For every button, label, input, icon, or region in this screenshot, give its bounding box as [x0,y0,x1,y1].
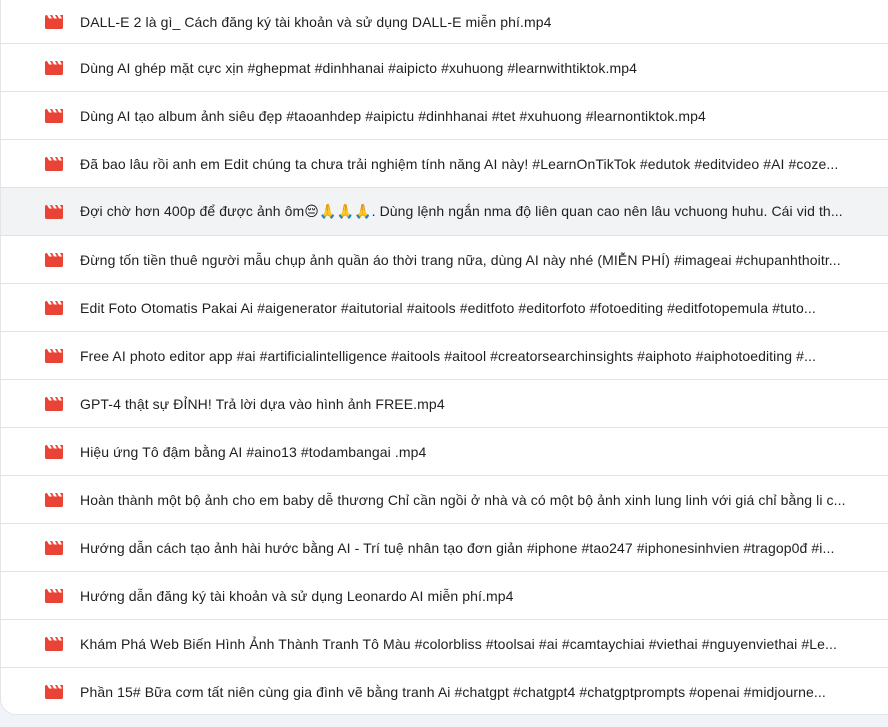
file-list [1,0,888,715]
file-row[interactable] [1,188,888,236]
file-name: Hoàn thành một bộ ảnh cho em baby dễ thương Chỉ cần ngồi ở nhà và có một bộ ảnh xinh lung linh với giá chỉ bằng li c... [80,491,846,508]
video-file-icon [45,253,63,267]
file-row[interactable] [1,524,888,572]
file-row[interactable] [1,476,888,524]
video-file-icon [45,397,63,411]
file-name: Khám Phá Web Biến Hình Ảnh Thành Tranh Tô Màu #colorbliss #toolsai #ai #camtaychiai #viethai #nguyenviethai #Le... [80,635,837,652]
file-row[interactable] [1,92,888,140]
file-name: Đừng tốn tiền thuê người mẫu chụp ảnh quần áo thời trang nữa, dùng AI này nhé (MIỄN PHÍ) #imageai #chupanhthoitr... [80,251,841,268]
file-row[interactable] [1,668,888,715]
file-name: Đã bao lâu rồi anh em Edit chúng ta chưa trải nghiệm tính năng AI này! #LearnOnTikTok #edutok #editvideo #AI #coze... [80,155,839,172]
video-file-icon [45,349,63,363]
file-row[interactable] [1,332,888,380]
video-file-icon [45,157,63,171]
file-name: GPT-4 thật sự ĐỈNH! Trả lời dựa vào hình ảnh FREE.mp4 [80,395,445,412]
file-name: Dùng AI tạo album ảnh siêu đẹp #taoanhdep #aipictu #dinhhanai #tet #xuhuong #learnontiktok.mp4 [80,107,706,124]
file-name: DALL-E 2 là gì_ Cách đăng ký tài khoản và sử dụng DALL-E miễn phí.mp4 [80,13,552,30]
file-name: Đợi chờ hơn 400p để được ảnh ôm😔🙏🙏🙏. Dùng lệnh ngắn nma độ liên quan cao nên lâu vchuong huhu. Cái vid th... [80,203,843,219]
file-row[interactable] [1,236,888,284]
file-name: Edit Foto Otomatis Pakai Ai #aigenerator #aitutorial #aitools #editfoto #editorfoto #fotoediting #editfotopemula #tuto... [80,299,816,316]
file-name: Dùng AI ghép mặt cực xịn #ghepmat #dinhhanai #aipicto #xuhuong #learnwithtiktok.mp4 [80,59,638,76]
file-name: Free AI photo editor app #ai #artificialintelligence #aitools #aitool #creatorsearchinsights #aiphoto #aiphotoediting #... [80,347,817,364]
file-name: Hướng dẫn đăng ký tài khoản và sử dụng Leonardo AI miễn phí.mp4 [80,587,514,604]
video-file-icon [45,493,63,507]
file-name: Hướng dẫn cách tạo ảnh hài hước bằng AI - Trí tuệ nhân tạo đơn giản #iphone #tao247 #iphonesinhvien #tragop0đ #i... [80,539,835,556]
video-file-icon [45,61,63,75]
file-row[interactable] [1,572,888,620]
file-row[interactable] [1,620,888,668]
video-file-icon [45,589,63,603]
video-file-icon [45,541,63,555]
file-row[interactable] [1,284,888,332]
video-file-icon [45,445,63,459]
video-file-icon [45,685,63,699]
video-file-icon [45,205,63,219]
file-row[interactable] [1,428,888,476]
video-file-icon [45,637,63,651]
file-row[interactable] [1,0,888,44]
file-row[interactable] [1,140,888,188]
video-file-icon [45,301,63,315]
file-name: Hiệu ứng Tô đậm bằng AI #aino13 #todambangai .mp4 [80,443,427,460]
file-row[interactable] [1,44,888,92]
file-row[interactable] [1,380,888,428]
video-file-icon [45,15,63,29]
video-file-icon [45,109,63,123]
file-name: Phần 15# Bữa cơm tất niên cùng gia đình vẽ bằng tranh Ai #chatgpt #chatgpt4 #chatgptprompts #openai #midjourne... [80,683,826,700]
